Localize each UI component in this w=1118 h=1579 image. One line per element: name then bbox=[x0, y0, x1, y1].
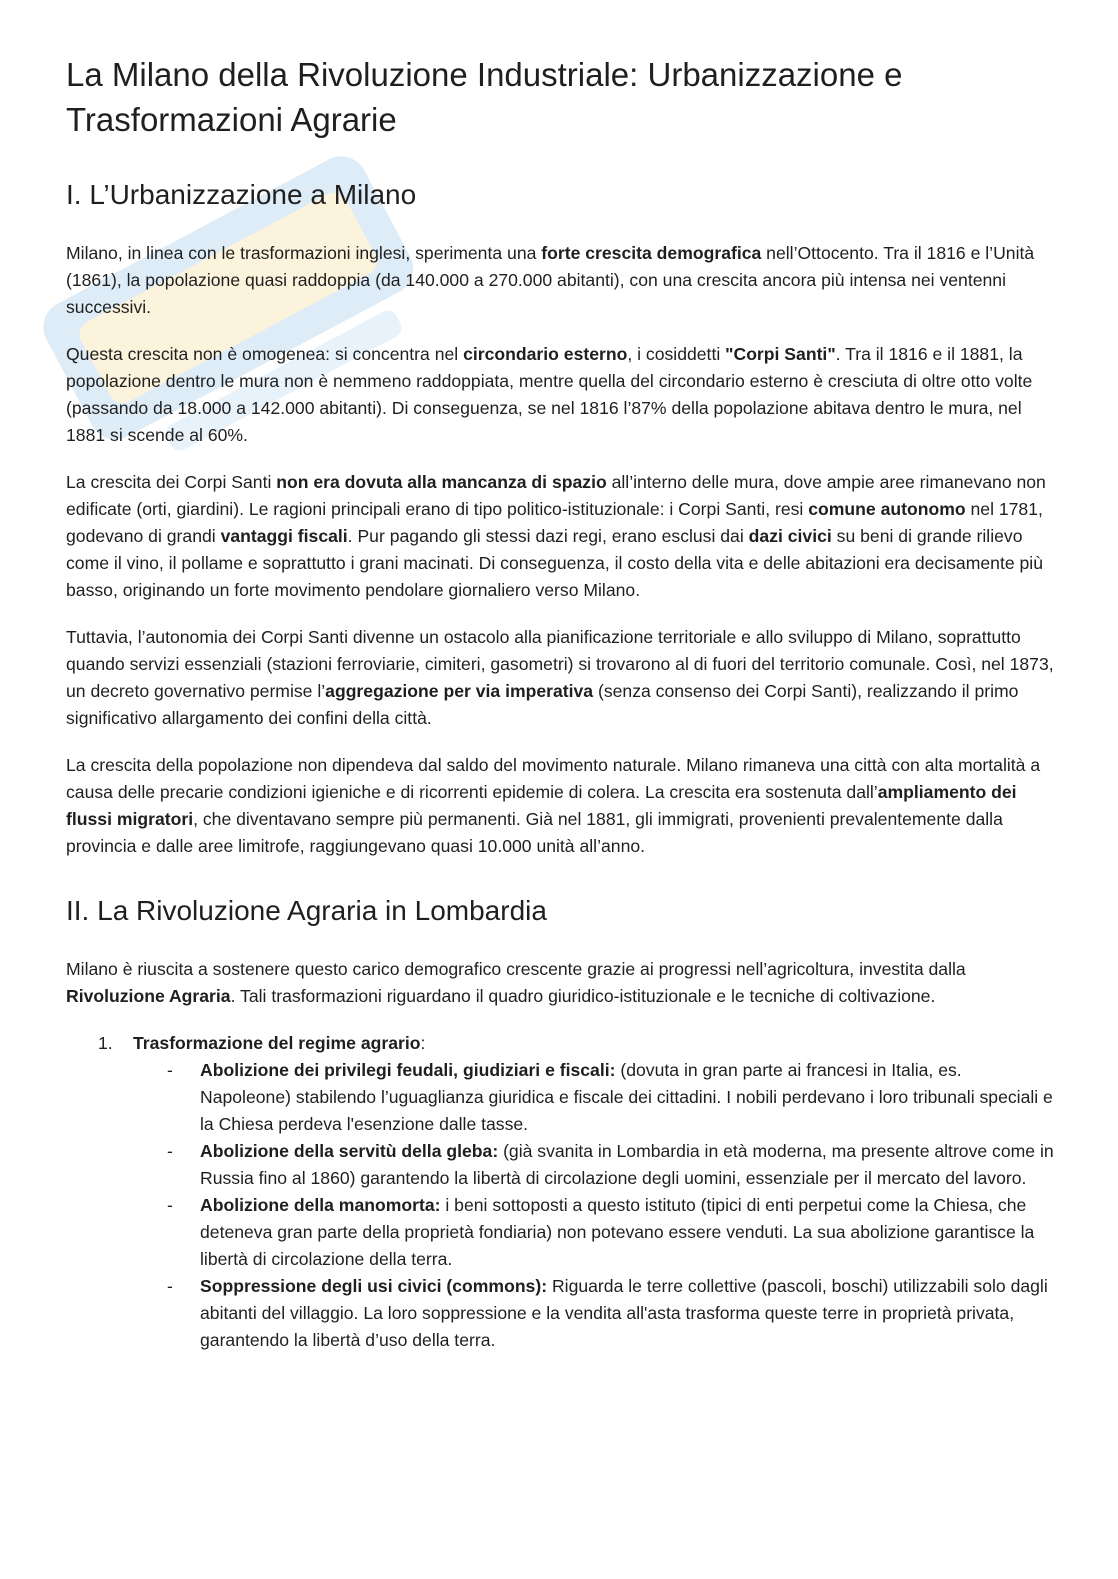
dash-bullet: - bbox=[167, 1141, 173, 1161]
paragraph: Milano, in linea con le trasformazioni inglesi, sperimenta una forte crescita demografica nell’Ottocento. Tra il 1816 e l’Unità (1861), la popolazione quasi raddoppia (da 140.000 a 270.000 abitanti), con una crescita ancora più intensa nei ventenni successivi. bbox=[66, 243, 1035, 317]
bullet-list bbox=[133, 1057, 1056, 1354]
list-item: - Abolizione dei privilegi feudali, giudiziari e fiscali: (dovuta in gran parte ai francesi in Italia, es. Napoleone) stabilendo l’uguaglianza giuridica e fiscale dei cittadini. I nobili perdevano i loro tribunali speciali e la Chiesa perdeva l'esenzione dalle tasse. bbox=[133, 1057, 1056, 1138]
dash-bullet: - bbox=[167, 1060, 173, 1080]
dash-bullet: - bbox=[167, 1195, 173, 1215]
list-item: - Abolizione della manomorta: i beni sottoposti a questo istituto (tipici di enti perpetui come la Chiesa, che deteneva gran parte della proprietà fondiaria) non potevano essere venduti. La sua abolizione garantisce la libertà di circolazione della terra. bbox=[133, 1192, 1056, 1273]
section-heading-2: II. La Rivoluzione Agraria in Lombardia bbox=[66, 895, 547, 926]
document-page bbox=[66, 52, 1056, 1354]
list-item: - Soppressione degli usi civici (commons): Riguarda le terre collettive (pascoli, boschi) utilizzabili solo dagli abitanti del villaggio. La loro soppressione e la vendita all'asta trasforma queste terre in proprietà privata, garantendo la libertà d’uso della terra. bbox=[133, 1273, 1056, 1354]
list-item: 1. Trasformazione del regime agrario: - Abolizione dei privilegi feudali, giudiziari e fiscali: (dovuta in gran parte ai francesi in Italia, es. Napoleone) stabilendo l’uguaglianza giuridica e fiscale dei cittadini. I nobili perdevano i loro tribunali speciali e la Chiesa perdeva l'esenzione dalle tasse. - Abolizione della servitù della gleba: (già svanita in Lombardia in età moderna, ma presente altrove come in Russia fino al 1860) garantendo la libertà di circolazione degli uomini, essenziale per il mercato del lavoro. - Abolizione della manomorta: i beni sottoposti a questo istituto (tipici di enti perpetui come la Chiesa, che deteneva gran parte della proprietà fondiaria) non potevano essere venduti. La sua abolizione garantisce la libertà di circolazione della terra. - Soppressione degli usi civici (commons): Riguarda le terre collettive (pascoli, boschi) utilizzabili solo dagli abitanti del villaggio. La loro soppressione e la vendita all'asta trasforma queste terre in proprietà privata, garantendo la libertà d’uso della terra. bbox=[66, 1030, 1056, 1354]
paragraph: Questa crescita non è omogenea: si concentra nel circondario esterno, i cosiddetti "Corpi Santi". Tra il 1816 e il 1881, la popolazione dentro le mura non è nemmeno raddoppiata, mentre quella del circondario esterno è cresciuta di oltre otto volte (passando da 18.000 a 142.000 abitanti). Di conseguenza, se nel 1816 l’87% della popolazione abitava dentro le mura, nel 1881 si scende al 60%. bbox=[66, 344, 1033, 445]
list-number: 1. bbox=[98, 1033, 113, 1053]
list-item-label: Trasformazione del regime agrario bbox=[133, 1033, 421, 1053]
paragraph: Milano è riuscita a sostenere questo carico demografico crescente grazie ai progressi nell’agricoltura, investita dalla Rivoluzione Agraria. Tali trasformazioni riguardano il quadro giuridico-istituzionale e le tecniche di coltivazione. bbox=[66, 959, 966, 1006]
dash-bullet: - bbox=[167, 1276, 173, 1296]
paragraph: La crescita della popolazione non dipendeva dal saldo del movimento naturale. Milano rimaneva una città con alta mortalità a causa delle precarie condizioni igieniche e di ricorrenti epidemie di colera. La crescita era sostenuta dall’ampliamento dei flussi migratori, che diventavano sempre più permanenti. Già nel 1881, gli immigrati, provenienti prevalentemente dalla provincia e dalle aree limitrofe, raggiungevano quasi 10.000 unità all’anno. bbox=[66, 755, 1041, 856]
list-item: - Abolizione della servitù della gleba: (già svanita in Lombardia in età moderna, ma presente altrove come in Russia fino al 1860) garantendo la libertà di circolazione degli uomini, essenziale per il mercato del lavoro. bbox=[133, 1138, 1056, 1192]
section-heading-1: I. L’Urbanizzazione a Milano bbox=[66, 179, 417, 210]
paragraph: La crescita dei Corpi Santi non era dovuta alla mancanza di spazio all’interno delle mura, dove ampie aree rimanevano non edificate (orti, giardini). Le ragioni principali erano di tipo politico-istituzionale: i Corpi Santi, resi comune autonomo nel 1781, godevano di grandi vantaggi fiscali. Pur pagando gli stessi dazi regi, erano esclusi dai dazi civici su beni di grande rilievo come il vino, il pollame e soprattutto i grani macinati. Di conseguenza, il costo della vita e delle abitazioni era decisamente più basso, originando un forte movimento pendolare giornaliero verso Milano. bbox=[66, 472, 1046, 600]
numbered-list bbox=[66, 1030, 1056, 1354]
paragraph: Tuttavia, l’autonomia dei Corpi Santi divenne un ostacolo alla pianificazione territoriale e allo sviluppo di Milano, soprattutto quando servizi essenziali (stazioni ferroviarie, cimiteri, gasometri) si trovarono al di fuori del territorio comunale. Così, nel 1873, un decreto governativo permise l’aggregazione per via imperativa (senza consenso dei Corpi Santi), realizzando il primo significativo allargamento dei confini della città. bbox=[66, 627, 1054, 728]
page-title: La Milano della Rivoluzione Industriale: Urbanizzazione e Trasformazioni Agrarie bbox=[66, 56, 903, 138]
